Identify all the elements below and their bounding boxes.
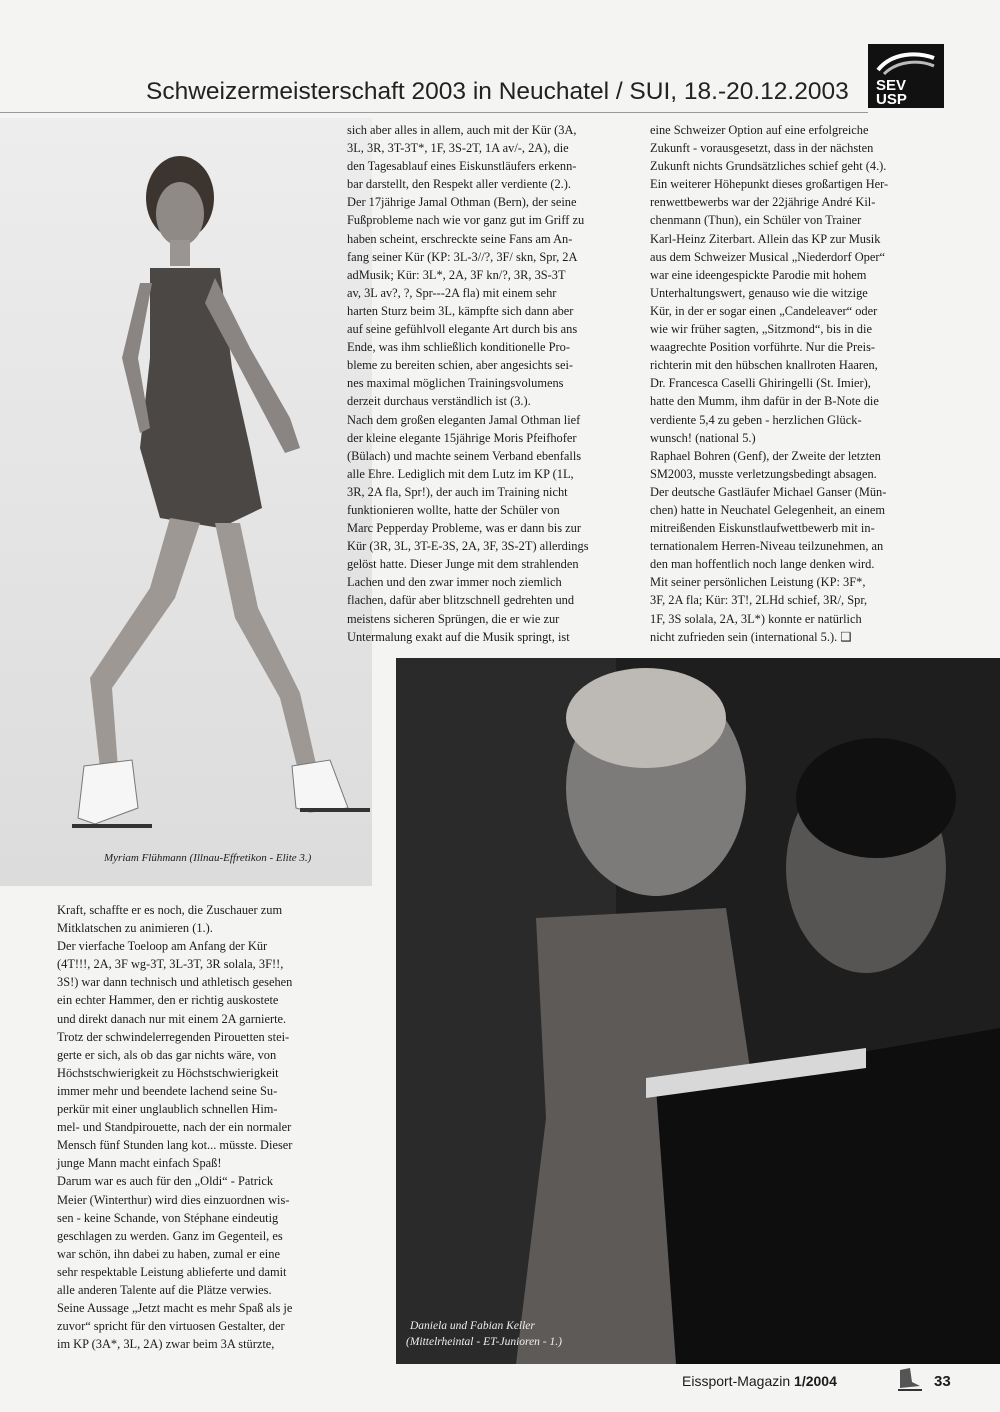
- text-line: gelöst hatte. Dieser Junge mit dem strahlenden: [347, 557, 579, 572]
- pair-skaters-photo: [396, 658, 1000, 1364]
- text-line: Höchstschwierigkeit zu Höchstschwierigkeit: [57, 1065, 279, 1080]
- swoosh-icon: [874, 50, 938, 76]
- article-column-right: [650, 121, 927, 646]
- text-line: Meier (Winterthur) wird dies einzuordnen wis-: [57, 1192, 290, 1207]
- text-line: 1F, 3S solala, 2A, 3L*) konnte er natürlich: [650, 611, 862, 626]
- text-line: Zukunft nichts Grundsätzliches schief geht (4.).: [650, 159, 887, 174]
- article-text: [347, 121, 639, 646]
- text-line: 3S!) war dann technisch und athletisch gesehen: [57, 975, 293, 990]
- article-text: [650, 121, 927, 646]
- text-line: im KP (3A*, 3L, 2A) zwar beim 3A stürzte,: [57, 1337, 275, 1352]
- text-line: SM2003, musste verletzungsbedingt absagen.: [650, 466, 877, 481]
- header-divider: [0, 112, 868, 113]
- text-line: Ende, was ihm schließlich konditionelle Pro-: [347, 340, 570, 355]
- text-line: av, 3L av?, ?, Spr---2A fla) mit einem sehr: [347, 285, 557, 300]
- text-line: war eine ideengespickte Parodie mit hohem: [650, 267, 867, 282]
- text-line: Raphael Bohren (Genf), der Zweite der letzten: [650, 448, 881, 463]
- pair-caption-line1: Daniela und Fabian Keller: [410, 1320, 535, 1332]
- text-line: bar darstellt, den Respekt aller verdiente (2.).: [347, 177, 571, 192]
- text-line: ternationalem Herren-Niveau teilzunehmen, an: [650, 539, 884, 554]
- page-title: Schweizermeisterschaft 2003 in Neuchatel / SUI, 18.-20.12.2003: [146, 78, 849, 105]
- text-line: Mensch fünf Stunden lang kot... müsste. Dieser: [57, 1138, 293, 1153]
- text-line: fang seiner Kür (KP: 3L-3//?, 3F/ skn, Spr, 2A: [347, 249, 578, 264]
- text-line: richterin mit den hübschen knallroten Haaren,: [650, 358, 878, 373]
- text-line: verdiente 5,4 zu geben - herzlichen Glück-: [650, 412, 862, 427]
- issue-number: 1/2004: [794, 1373, 837, 1389]
- text-line: (Bülach) und machte seinem Verband ebenfalls: [347, 448, 582, 463]
- skate-icon: [896, 1366, 924, 1392]
- text-line: Karl-Heinz Ziterbart. Allein das KP zur Musik: [650, 231, 881, 246]
- text-line: Fußprobleme nach wie vor ganz gut im Griff zu: [347, 213, 585, 228]
- text-line: eine Schweizer Option auf eine erfolgreiche: [650, 123, 869, 137]
- footer: [682, 1373, 837, 1389]
- page-number: 33: [934, 1373, 951, 1390]
- text-line: nes maximal möglichen Trainingsvolumens: [347, 376, 564, 391]
- text-line: sich aber alles in allem, auch mit der Kür (3A,: [347, 123, 577, 137]
- text-line: 3R, 2A fla, Spr!), der auch im Training nicht: [347, 484, 568, 499]
- text-line: chenmann (Thun), ein Schüler von Trainer: [650, 213, 862, 228]
- logo-text-bottom: USP: [876, 91, 907, 108]
- text-line: wunsch! (national 5.): [650, 430, 756, 445]
- text-line: zuvor“ spricht für den virtuosen Gestalter, der: [57, 1319, 285, 1334]
- text-line: gerte er sich, als ob das gar nichts wäre, von: [57, 1047, 277, 1062]
- text-line: Marc Pepperday Probleme, was er dann bis zur: [347, 521, 581, 536]
- text-line: sen - keine Schande, von Stéphane eindeutig: [57, 1210, 279, 1225]
- text-line: bleme zu bereiten schien, aber angesichts sei-: [347, 358, 574, 373]
- text-line: Mitklatschen zu animieren (1.).: [57, 921, 213, 936]
- text-line: auf seine gefühlvoll elegante Art durch bis ans: [347, 322, 578, 337]
- article-text: [57, 901, 335, 1353]
- text-line: geschlagen zu werden. Ganz im Gegenteil, es: [57, 1228, 283, 1243]
- text-line: harten Sturz beim 3L, kämpfte sich dann aber: [347, 303, 574, 318]
- text-line: chen) hatte in Neuchatel Gelegenheit, an einem: [650, 502, 885, 517]
- article-column-middle: [347, 121, 639, 646]
- text-line: immer mehr und beendete lachend seine Su-: [57, 1083, 278, 1098]
- text-line: Trotz der schwindelerregenden Pirouetten stei-: [57, 1029, 290, 1044]
- text-line: nicht zufrieden sein (international 5.). ❑: [650, 629, 852, 644]
- text-line: alle Ehre. Lediglich mit dem Lutz im KP (1L,: [347, 466, 574, 481]
- text-line: junge Mann macht einfach Spaß!: [57, 1156, 222, 1171]
- text-line: Kraft, schaffte er es noch, die Zuschauer zum: [57, 903, 283, 917]
- article-column-left-bottom: [57, 901, 335, 1353]
- text-line: wie wir früher sagten, „Sitzmond“, bis in die: [650, 322, 872, 337]
- text-line: flachen, dafür aber blitzschnell gedrehten und: [347, 593, 575, 608]
- sev-usp-logo: [868, 44, 944, 108]
- text-line: den Tagesablauf eines Eiskunstläufers erkenn-: [347, 159, 577, 174]
- text-line: Nach dem großen eleganten Jamal Othman lief: [347, 412, 581, 427]
- text-line: Seine Aussage „Jetzt macht es mehr Spaß als je: [57, 1301, 293, 1316]
- text-line: 3F, 2A fla; Kür: 3T!, 2LHd schief, 3R/, Spr,: [650, 593, 868, 608]
- logo-text-top: SEV: [876, 77, 907, 94]
- text-line: haben scheint, erschreckte seine Fans am An-: [347, 231, 573, 246]
- text-line: mitreißenden Eiskunstlaufwettbewerb mit in-: [650, 521, 875, 536]
- text-line: aus dem Schweizer Musical „Niederdorf Oper“: [650, 249, 885, 264]
- text-line: der kleine elegante 15jährige Moris Pfeifhofer: [347, 430, 577, 445]
- text-line: funktionieren wollte, hatte der Schüler von: [347, 502, 560, 517]
- text-line: Der deutsche Gastläufer Michael Ganser (Mün-: [650, 484, 887, 499]
- text-line: den man hoffentlich noch lange denken wird.: [650, 557, 875, 572]
- text-line: Ein weiterer Höhepunkt dieses großartigen Her-: [650, 177, 889, 192]
- text-line: meistens sicheren Sprüngen, die er wie zur: [347, 611, 560, 626]
- text-line: 3L, 3R, 3T-3T*, 1F, 3S-2T, 1A av/-, 2A), die: [347, 141, 569, 156]
- text-line: alle anderen Talente auf die Plätze verwies.: [57, 1282, 272, 1297]
- skater-caption: Myriam Flühmann (Illnau-Effretikon - Elite 3.): [104, 852, 312, 864]
- text-line: Lachen und den zwar immer noch ziemlich: [347, 575, 562, 590]
- text-line: Darum war es auch für den „Oldi“ - Patrick: [57, 1174, 274, 1189]
- text-line: Mit seiner persönlichen Leistung (KP: 3F*,: [650, 575, 866, 590]
- text-line: Zukunft - vorausgesetzt, dass in der nächsten: [650, 141, 874, 156]
- text-line: Dr. Francesca Caselli Ghiringelli (St. Imier),: [650, 376, 871, 391]
- text-line: Kür (3R, 3L, 3T-E-3S, 2A, 3F, 3S-2T) allerdings: [347, 539, 589, 554]
- text-line: hatte den Mumm, ihm dafür in der B-Note die: [650, 394, 879, 409]
- text-line: Unterhaltungswert, genauso wie die witzige: [650, 285, 868, 300]
- text-line: waagrechte Position vorführte. Nur die Preis-: [650, 340, 876, 355]
- text-line: mel- und Standpirouette, nach der ein normaler: [57, 1120, 292, 1135]
- text-line: und direkt danach nur mit einem 2A garnierte.: [57, 1011, 287, 1026]
- text-line: perkür mit einer unglaublich schnellen Him-: [57, 1102, 278, 1117]
- text-line: sehr respektable Leistung ablieferte und damit: [57, 1264, 287, 1279]
- skater-photo: [0, 118, 372, 886]
- text-line: Untermalung exakt auf die Musik springt, ist: [347, 629, 570, 644]
- text-line: derzeit durchaus verständlich ist (3.).: [347, 394, 531, 409]
- text-line: war schön, ihn dabei zu haben, zumal er eine: [57, 1246, 280, 1261]
- text-line: Der vierfache Toeloop am Anfang der Kür: [57, 939, 268, 954]
- text-line: Der 17jährige Jamal Othman (Bern), der seine: [347, 195, 577, 210]
- text-line: ein echter Hammer, den er richtig auskostete: [57, 993, 279, 1008]
- text-line: adMusik; Kür: 3L*, 2A, 3F kn/?, 3R, 3S-3T: [347, 267, 566, 282]
- magazine-name: Eissport-Magazin: [682, 1373, 791, 1389]
- text-line: renwettbewerbs war der 22jährige André Kil-: [650, 195, 876, 210]
- text-line: (4T!!!, 2A, 3F wg-3T, 3L-3T, 3R solala, 3F!!,: [57, 957, 284, 972]
- pair-caption-line2: (Mittelrheintal - ET-Junioren - 1.): [406, 1336, 562, 1348]
- text-line: Kür, in der er sogar einen „Candeleaver“ oder: [650, 303, 878, 318]
